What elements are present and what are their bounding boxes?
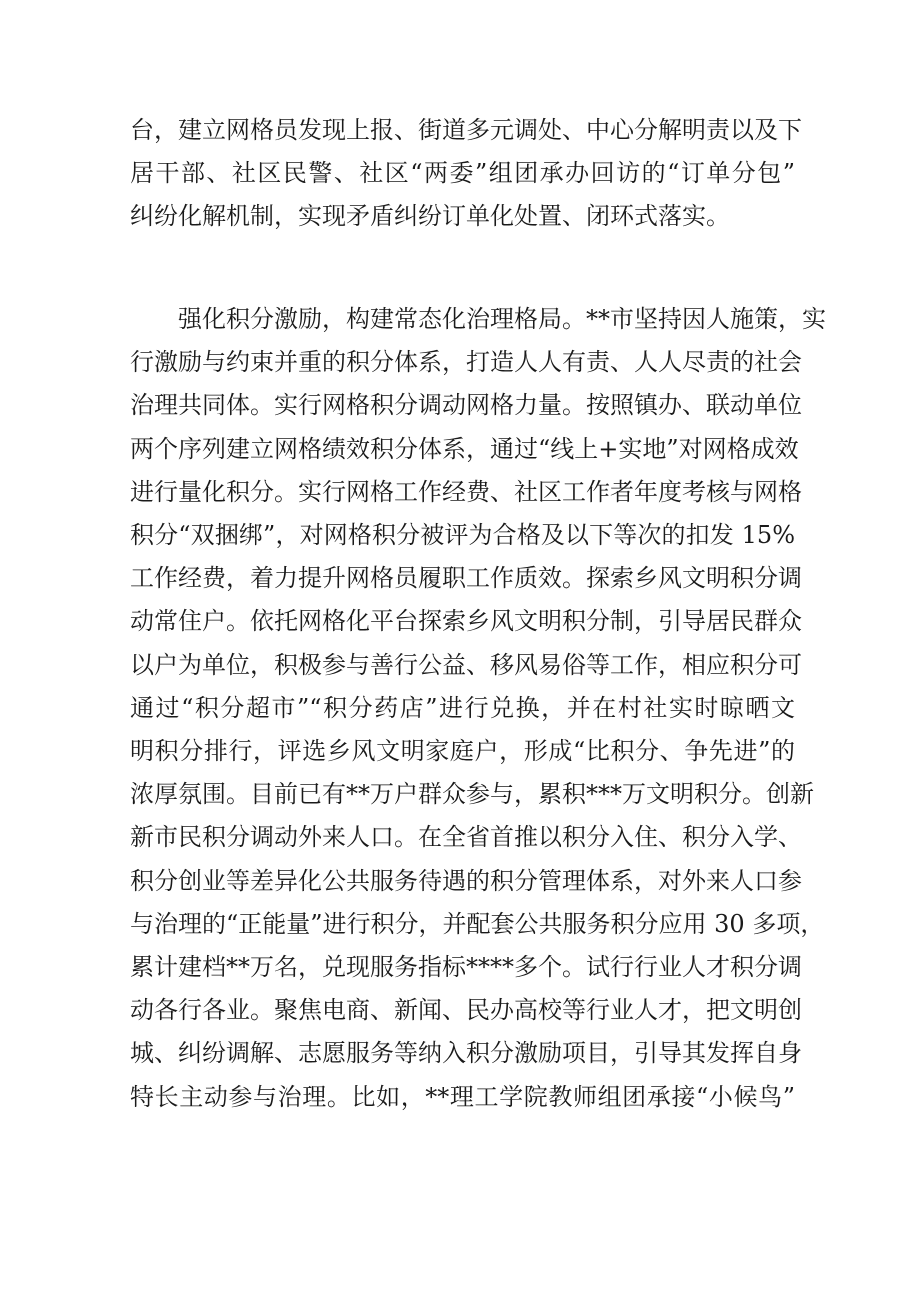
text-line: 工作经费，着力提升网格员履职工作质效。探索乡风文明积分调 bbox=[130, 564, 802, 593]
text-line: 进行量化积分。实行网格工作经费、社区工作者年度考核与网格 bbox=[130, 477, 802, 506]
text-line: 浓厚氛围。目前已有**万户群众参与，累积***万文明积分。创新 bbox=[130, 780, 814, 809]
text-line: 动常住户。依托网格化平台探索乡风文明积分制，引导居民群众 bbox=[130, 607, 802, 636]
text-line: 台，建立网格员发现上报、街道多元调处、中心分解明责以及下 bbox=[130, 116, 802, 144]
text-line: 特长主动参与治理。比如，**理工学院教师组团承接“小候鸟” bbox=[130, 1082, 795, 1111]
text-line: 居干部、社区民警、社区“两委”组团承办回访的“订单分包” bbox=[130, 159, 795, 188]
text-line: 强化积分激励，构建常态化治理格局。**市坚持因人施策，实 bbox=[178, 305, 826, 333]
text-line: 累计建档**万名，兑现服务指标****多个。试行行业人才积分调 bbox=[130, 953, 802, 981]
text-line: 城、纠纷调解、志愿服务等纳入积分激励项目，引导其发挥自身 bbox=[130, 1039, 802, 1068]
text-line: 积分创业等差异化公共服务待遇的积分管理体系，对外来人口参 bbox=[130, 866, 802, 895]
text-line: 明积分排行，评选乡风文明家庭户，形成“比积分、争先进”的 bbox=[130, 737, 795, 765]
text-line: 以户为单位，积极参与善行公益、移风易俗等工作，相应积分可 bbox=[130, 650, 802, 679]
text-line: 新市民积分调动外来人口。在全省首推以积分入住、积分入学、 bbox=[130, 823, 802, 852]
text-line: 行激励与约束并重的积分体系，打造人人有责、人人尽责的社会 bbox=[130, 348, 802, 377]
text-line: 纠纷化解机制，实现矛盾纠纷订单化处置、闭环式落实。 bbox=[130, 202, 730, 231]
text-line: 治理共同体。实行网格积分调动网格力量。按照镇办、联动单位 bbox=[130, 391, 802, 420]
text-line: 通过“积分超市”“积分药店”进行兑换，并在村社实时晾晒文 bbox=[130, 693, 795, 722]
text-line: 两个序列建立网格绩效积分体系，通过“线上+实地”对网格成效 bbox=[130, 434, 799, 463]
text-line: 与治理的“正能量”进行积分，并配套公共服务积分应用 30 多项， bbox=[130, 909, 825, 938]
text-line: 动各行各业。聚焦电商、新闻、民办高校等行业人才，把文明创 bbox=[130, 996, 802, 1025]
text-line: 积分“双捆绑”，对网格积分被评为合格及以下等次的扣发 15% bbox=[130, 521, 795, 549]
